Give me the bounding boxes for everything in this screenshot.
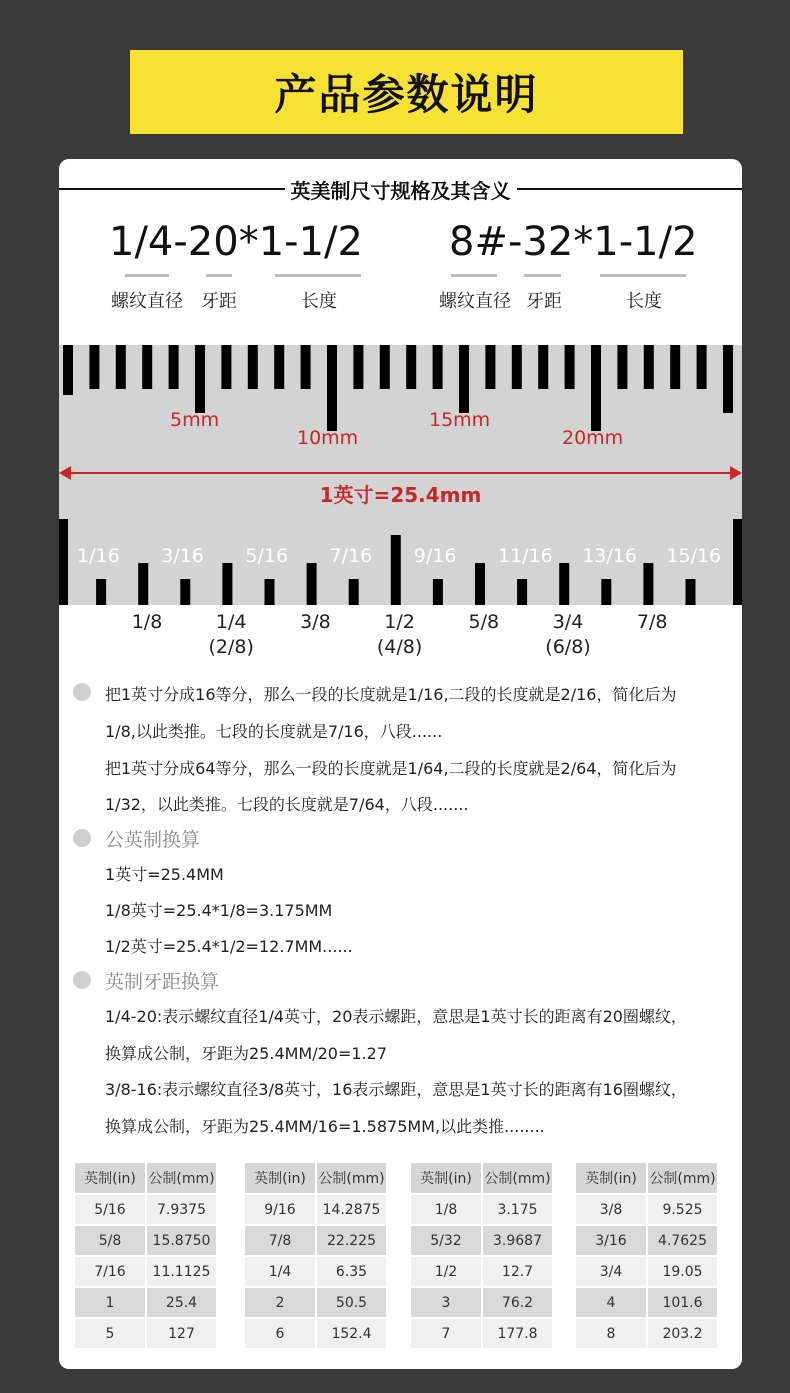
inch-tick (433, 579, 443, 605)
eighth-value: 7/8 (636, 611, 668, 633)
conversion-table (576, 1163, 719, 1350)
table-cell: 19.05 (647, 1256, 718, 1287)
inch-tick (733, 519, 742, 605)
section-title-wrap (59, 175, 742, 204)
sixteenth-label: 13/16 (582, 545, 637, 567)
eighth-label (196, 610, 266, 660)
table-cell: 1/8 (411, 1194, 482, 1225)
pitch-line4: 换算成公制，牙距为25.4MM/16=1.5875MM,以此类推........ (105, 1117, 545, 1136)
mm-tick (591, 345, 601, 431)
spec-left-label-length: 长度 (301, 291, 337, 312)
eighth-value: 1/4 (215, 611, 247, 633)
table-cell: 5/16 (75, 1194, 146, 1225)
inch-tick (265, 579, 275, 605)
inch-tick (686, 579, 696, 605)
spec-left-code: 1/4-20*1-1/2 (109, 219, 363, 265)
mm-tick (459, 345, 469, 413)
pitch-line1: 1/4-20:表示螺纹直径1/4英寸，20表示螺距，意思是1英寸长的距离有20圈螺纹， (105, 1007, 687, 1026)
table-row (245, 1194, 387, 1225)
conversion-line3: 1/2英寸=25.4*1/2=12.7MM...... (105, 937, 353, 956)
table-cell: 25.4 (146, 1287, 217, 1318)
mm-tick (617, 345, 627, 389)
banner-title: 产品参数说明 (274, 70, 539, 119)
sixteenth-label: 5/16 (245, 545, 289, 567)
mm-label-15: 15mm (429, 409, 491, 431)
table-row (411, 1256, 553, 1287)
spec-left-label-pitch: 牙距 (201, 291, 237, 312)
eighth-equivalent: (6/8) (545, 636, 591, 658)
mm-label-10: 10mm (297, 427, 359, 449)
underline (524, 274, 561, 277)
mm-tick (512, 345, 522, 389)
bullet-icon (73, 971, 91, 989)
conversion-line1: 1英寸=25.4MM (105, 865, 224, 884)
inch-tick (96, 579, 106, 605)
title-banner (130, 50, 683, 134)
pitch-line3: 3/8-16:表示螺纹直径3/8英寸，16表示螺距，意思是1英寸长的距离有16圈螺纹， (105, 1080, 687, 1099)
table-cell: 7 (411, 1318, 482, 1349)
table-cell: 3.175 (482, 1194, 553, 1225)
mm-tick (723, 345, 733, 413)
mm-tick (142, 345, 152, 389)
inch-tick (643, 563, 653, 605)
eighth-equivalent: (2/8) (208, 636, 254, 658)
table-header-cell: 公制(mm) (482, 1163, 553, 1194)
sixteenth-label: 1/16 (77, 545, 120, 567)
table-cell: 1/2 (411, 1256, 482, 1287)
table-cell: 22.225 (316, 1225, 387, 1256)
eighth-value: 1/8 (131, 611, 163, 633)
spec-right-code: 8#-32*1-1/2 (449, 219, 698, 265)
mm-tick (116, 345, 126, 389)
sixteenth-label: 11/16 (498, 545, 553, 567)
table-cell: 3/8 (576, 1194, 647, 1225)
mm-tick (538, 345, 548, 389)
pitch-line2: 换算成公制，牙距为25.4MM/20=1.27 (105, 1044, 388, 1063)
mm-tick (327, 345, 337, 431)
sixteenth-label: 3/16 (161, 545, 204, 567)
eighth-label (365, 610, 435, 660)
mm-tick (195, 345, 205, 413)
mm-tick (89, 345, 99, 389)
table-row (75, 1225, 217, 1256)
ruler-diagram (59, 345, 742, 605)
conversion-table (75, 1163, 218, 1350)
conversion-line2: 1/8英寸=25.4*1/8=3.175MM (105, 901, 333, 920)
table-header-row (245, 1163, 387, 1194)
table-header-cell: 英制(in) (245, 1163, 316, 1194)
conversion-table (411, 1163, 554, 1350)
inch-tick (601, 579, 611, 605)
table-cell: 5/32 (411, 1225, 482, 1256)
table-cell: 177.8 (482, 1318, 553, 1349)
inch-tick (138, 563, 148, 605)
underline (125, 274, 169, 277)
table-cell: 6 (245, 1318, 316, 1349)
mm-tick (221, 345, 231, 389)
table-cell: 2 (245, 1287, 316, 1318)
section-title: 英美制尺寸规格及其含义 (285, 175, 517, 204)
table-row (411, 1318, 553, 1349)
table-header-cell: 公制(mm) (647, 1163, 718, 1194)
mm-tick (380, 345, 390, 389)
mm-tick (433, 345, 443, 389)
conversion-table (245, 1163, 388, 1350)
table-row (245, 1318, 387, 1349)
inch-tick (180, 579, 190, 605)
table-cell: 1/4 (245, 1256, 316, 1287)
inch-equals-label: 1英寸=25.4mm (319, 483, 482, 507)
table-cell: 12.7 (482, 1256, 553, 1287)
table-cell: 7.9375 (146, 1194, 217, 1225)
table-header-cell: 公制(mm) (146, 1163, 217, 1194)
arrow-left-icon (59, 466, 71, 480)
table-header-row (411, 1163, 553, 1194)
table-cell: 3/4 (576, 1256, 647, 1287)
table-cell: 50.5 (316, 1287, 387, 1318)
table-cell: 3.9687 (482, 1225, 553, 1256)
para1-line1: 把1英寸分成16等分，那么一段的长度就是1/16,二段的长度就是2/16，简化后为 (105, 685, 677, 704)
arrow-right-icon (730, 466, 742, 480)
table-header-cell: 公制(mm) (316, 1163, 387, 1194)
inch-tick (349, 579, 359, 605)
heading-metric-conversion: 公英制换算 (105, 829, 201, 851)
mm-tick (565, 345, 575, 389)
eighth-equivalent: (4/8) (376, 636, 423, 658)
table-cell: 127 (146, 1318, 217, 1349)
mm-label-20: 20mm (562, 427, 624, 449)
inch-tick (475, 563, 485, 605)
table-row (245, 1256, 387, 1287)
table-header-row (576, 1163, 718, 1194)
eighth-label (280, 610, 350, 635)
table-cell: 15.8750 (146, 1225, 217, 1256)
underline (451, 274, 497, 277)
mm-tick (644, 345, 654, 389)
mm-tick (63, 345, 73, 395)
eighth-label (112, 610, 182, 635)
table-row (411, 1225, 553, 1256)
table-cell: 203.2 (647, 1318, 718, 1349)
table-row (411, 1194, 553, 1225)
table-cell: 9.525 (647, 1194, 718, 1225)
table-cell: 8 (576, 1318, 647, 1349)
table-row (75, 1287, 217, 1318)
table-cell: 5/8 (75, 1225, 146, 1256)
mm-tick (406, 345, 416, 389)
eighth-label (617, 610, 687, 635)
eighth-value: 3/8 (300, 611, 331, 633)
table-header-cell: 英制(in) (576, 1163, 647, 1194)
mm-tick (301, 345, 311, 389)
table-cell: 3/16 (576, 1225, 647, 1256)
table-cell: 14.2875 (316, 1194, 387, 1225)
table-row (411, 1287, 553, 1318)
mm-tick (485, 345, 495, 389)
table-header-row (75, 1163, 217, 1194)
table-cell: 152.4 (316, 1318, 387, 1349)
sixteenth-label: 9/16 (413, 545, 457, 567)
table-row (75, 1318, 217, 1349)
para1-line3: 把1英寸分成64等分，那么一段的长度就是1/64,二段的长度就是2/64，简化后为 (105, 759, 677, 778)
spec-right-label-pitch: 牙距 (526, 291, 562, 312)
eighth-value: 3/4 (552, 611, 584, 633)
table-cell: 1 (75, 1287, 146, 1318)
heading-pitch-conversion: 英制牙距换算 (105, 971, 220, 993)
eighth-label (533, 610, 603, 660)
table-cell: 4.7625 (647, 1225, 718, 1256)
table-cell: 7/8 (245, 1225, 316, 1256)
mm-tick (697, 345, 707, 389)
inch-tick (517, 579, 527, 605)
eighth-value: 1/2 (384, 611, 415, 633)
underline (206, 274, 232, 277)
table-row (576, 1225, 718, 1256)
inch-tick (59, 519, 68, 605)
sixteenth-label: 7/16 (329, 545, 373, 567)
inch-tick (391, 535, 401, 605)
mm-tick (353, 345, 363, 389)
table-cell: 5 (75, 1318, 146, 1349)
table-row (576, 1256, 718, 1287)
mm-tick (670, 345, 680, 389)
inch-span-line (65, 472, 736, 474)
content-card (59, 159, 742, 1369)
table-cell: 76.2 (482, 1287, 553, 1318)
inch-tick (222, 563, 232, 605)
mm-tick (169, 345, 179, 389)
table-row (576, 1318, 718, 1349)
underline (275, 274, 361, 277)
table-cell: 11.1125 (146, 1256, 217, 1287)
mm-tick (274, 345, 284, 389)
sixteenth-label: 15/16 (666, 545, 722, 567)
underline (600, 274, 686, 277)
table-cell: 4 (576, 1287, 647, 1318)
eighth-label (449, 610, 519, 635)
para1-line2: 1/8,以此类推。七段的长度就是7/16，八段...... (105, 722, 443, 741)
table-row (75, 1194, 217, 1225)
spec-right-label-length: 长度 (626, 291, 662, 312)
table-row (576, 1287, 718, 1318)
table-cell: 101.6 (647, 1287, 718, 1318)
bullet-icon (73, 829, 91, 847)
table-cell: 7/16 (75, 1256, 146, 1287)
para1-line4: 1/32，以此类推。七段的长度就是7/64，八段....... (105, 795, 469, 814)
table-cell: 6.35 (316, 1256, 387, 1287)
spec-left-label-diameter: 螺纹直径 (111, 291, 183, 312)
mm-label-5: 5mm (170, 409, 220, 431)
table-cell: 3 (411, 1287, 482, 1318)
table-header-cell: 英制(in) (75, 1163, 146, 1194)
inch-tick (559, 563, 569, 605)
spec-right-label-diameter: 螺纹直径 (439, 291, 511, 312)
table-row (245, 1225, 387, 1256)
bullet-icon (73, 683, 91, 701)
eighth-value: 5/8 (468, 611, 500, 633)
table-cell: 9/16 (245, 1194, 316, 1225)
table-row (576, 1194, 718, 1225)
table-row (75, 1256, 217, 1287)
mm-tick (248, 345, 258, 389)
table-row (245, 1287, 387, 1318)
table-header-cell: 英制(in) (411, 1163, 482, 1194)
inch-tick (307, 563, 317, 605)
